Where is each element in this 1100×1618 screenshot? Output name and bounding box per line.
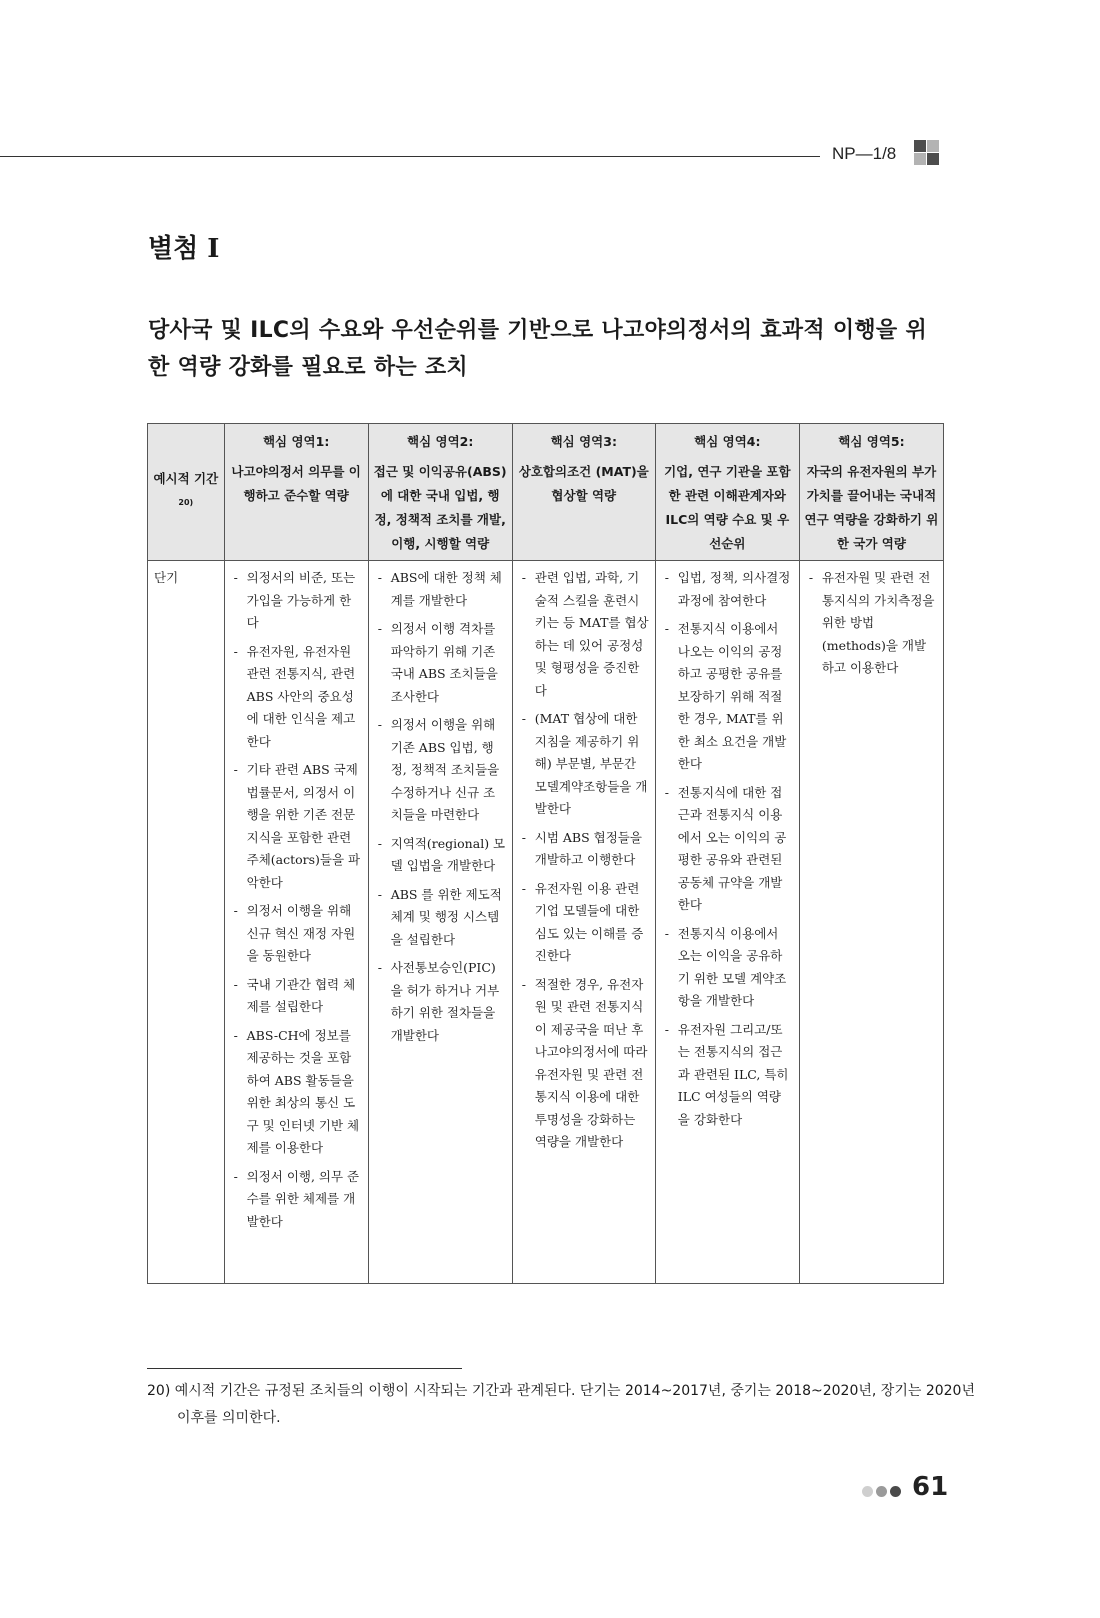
main-title: 당사국 및 ILC의 수요와 우선순위를 기반으로 나고야의정서의 효과적 이행을 위한 역량 강화를 필요로 하는 조치 — [148, 318, 927, 380]
area-desc: 상호합의조건 (MAT)을 협상할 역량 — [518, 464, 649, 503]
area-header — [512, 424, 655, 561]
list-item: - 관련 입법, 과학, 기술적 스킬을 훈련시키는 등 MAT를 협상하는 데 있어 공정성 및 형평성을 증진한다 — [519, 567, 649, 702]
list-item: - 유전자원 그리고/또는 전통지식의 접근과 관련된 ILC, 특히 ILC 여성들의 역량을 강화한다 — [662, 1019, 793, 1132]
area-desc: 기업, 연구 기관을 포함한 관련 이해관계자와 ILC의 역량 수요 및 우선순위 — [664, 464, 791, 551]
action-list — [662, 567, 793, 1131]
header-rule — [0, 156, 820, 157]
list-item: - 유전자원, 유전자원 관련 전통지식, 관련 ABS 사안의 중요성에 대한 인식을 제고한다 — [231, 641, 362, 754]
footnote: 20) 예시적 기간은 규정된 조치들의 이행이 시작되는 기간과 관계된다. 단기는 2014~2017년, 중기는 2018~2020년, 장기는 2020년 이후를 의미한다. — [147, 1383, 975, 1426]
area-label: 핵심 영역2: — [407, 434, 474, 449]
list-item: - 의정서의 비준, 또는 가입을 가능하게 한다 — [231, 567, 362, 635]
action-cell — [368, 561, 512, 1284]
header-square — [914, 153, 926, 165]
list-item: - 전통지식 이용에서 나오는 이익의 공정하고 공평한 공유를 보장하기 위해 적절한 경우, MAT를 위한 최소 요건을 개발한다 — [662, 618, 793, 776]
list-item: - ABS에 대한 정책 체계를 개발한다 — [375, 567, 506, 612]
action-list — [806, 567, 937, 680]
area-header — [368, 424, 512, 561]
page-dots-icon — [862, 1486, 901, 1497]
page-dot — [890, 1486, 901, 1497]
area-label: 핵심 영역5: — [838, 434, 905, 449]
area-desc: 자국의 유전자원의 부가가치를 끌어내는 국내적 연구 역량을 강화하기 위한 국가 역량 — [804, 464, 939, 551]
area-header — [655, 424, 799, 561]
page-number: 61 — [912, 1472, 949, 1502]
list-item: - 사전통보승인(PIC)을 허가 하거나 거부하기 위한 절차들을 개발한다 — [375, 957, 506, 1047]
list-item: - 유전자원 이용 관련 기업 모델들에 대한 심도 있는 이해를 증진한다 — [519, 878, 649, 968]
list-item: - ABS 를 위한 제도적 체계 및 행정 시스템을 설립한다 — [375, 884, 506, 952]
list-item: - 입법, 정책, 의사결정 과정에 참여한다 — [662, 567, 793, 612]
area-label: 핵심 영역1: — [262, 434, 330, 449]
action-cell — [224, 561, 368, 1284]
period-cell: 단기 — [148, 561, 225, 1284]
capacity-table — [147, 423, 944, 1284]
period-header-label: 예시적 기간 — [153, 471, 219, 487]
list-item: - 의정서 이행을 위해 신규 혁신 재정 자원을 동원한다 — [231, 900, 362, 968]
table-row — [148, 561, 944, 1284]
header-square — [927, 140, 939, 152]
action-cell — [655, 561, 799, 1284]
action-list — [231, 567, 362, 1233]
list-item: - 시범 ABS 협정들을 개발하고 이행한다 — [519, 827, 649, 872]
list-item: - 기타 관련 ABS 국제 법률문서, 의정서 이행을 위한 기존 전문지식을 포함한 관련 주체(actors)들을 파악한다 — [231, 759, 362, 894]
annex-title: 별첨 I — [148, 234, 220, 264]
area-header — [799, 424, 943, 561]
footnote-rule — [147, 1368, 462, 1369]
action-list — [519, 567, 649, 1154]
document-code: NP—1/8 — [832, 144, 897, 163]
list-item: - 유전자원 및 관련 전통지식의 가치측정을 위한 방법(methods)을 개발하고 이용한다 — [806, 567, 937, 680]
list-item: - 의정서 이행을 위해 기존 ABS 입법, 행정, 정책적 조치들을 수정하거나 신규 조치들을 마련한다 — [375, 714, 506, 827]
action-cell — [512, 561, 655, 1284]
list-item: - 지역적(regional) 모델 입법을 개발한다 — [375, 833, 506, 878]
list-item: - 의정서 이행 격차를 파악하기 위해 기존 국내 ABS 조치들을 조사한다 — [375, 618, 506, 708]
header-squares-icon — [914, 140, 940, 166]
list-item: - 의정서 이행, 의무 준수를 위한 체제를 개발한다 — [231, 1166, 362, 1234]
area-label: 핵심 영역4: — [694, 434, 761, 449]
period-header — [148, 424, 225, 561]
page-dot — [876, 1486, 887, 1497]
footnote-ref: 20) — [178, 498, 194, 508]
list-item: - ABS-CH에 정보를 제공하는 것을 포함하여 ABS 활동들을 위한 최상의 통신 도구 및 인터넷 기반 체제를 이용한다 — [231, 1025, 362, 1160]
list-item: - 전통지식에 대한 접근과 전통지식 이용에서 오는 이익의 공평한 공유와 관련된 공동체 규약을 개발한다 — [662, 782, 793, 917]
area-label: 핵심 영역3: — [550, 434, 617, 449]
header-square — [914, 140, 926, 152]
list-item: - (MAT 협상에 대한 지침을 제공하기 위해) 부문별, 부문간 모델계약조항들을 개발한다 — [519, 708, 649, 821]
list-item: - 전통지식 이용에서 오는 이익을 공유하기 위한 모델 계약조항을 개발한다 — [662, 923, 793, 1013]
table-header-row — [148, 424, 944, 561]
area-desc: 접근 및 이익공유(ABS)에 대한 국내 입법, 행정, 정책적 조치를 개발, 이행, 시행할 역량 — [373, 464, 507, 551]
list-item: - 국내 기관간 협력 체제를 설립한다 — [231, 974, 362, 1019]
header-square — [927, 153, 939, 165]
action-list — [375, 567, 506, 1047]
action-cell — [799, 561, 943, 1284]
area-desc: 나고야의정서 의무를 이행하고 준수할 역량 — [231, 464, 361, 503]
page-dot — [862, 1486, 873, 1497]
list-item: - 적절한 경우, 유전자원 및 관련 전통지식이 제공국을 떠난 후 나고야의정서에 따라 유전자원 및 관련 전통지식 이용에 대한 투명성을 강화하는 역량을 개발한다 — [519, 974, 649, 1154]
area-header — [224, 424, 368, 561]
